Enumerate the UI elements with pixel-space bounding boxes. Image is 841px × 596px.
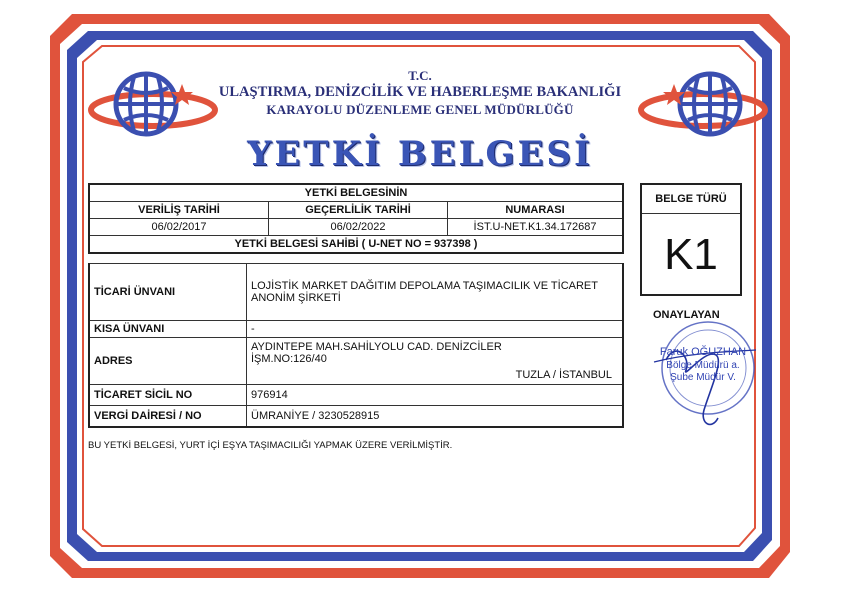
header-directorate: KARAYOLU DÜZENLEME GENEL MÜDÜRLÜĞÜ [266, 102, 574, 117]
section-title-certificate: YETKİ BELGESİNİN [89, 184, 623, 202]
trade-registry-row [89, 385, 623, 406]
certificate-number-value: İST.U-NET.K1.34.172687 [448, 219, 624, 236]
address-value [247, 338, 624, 385]
holder-title-row [89, 236, 623, 254]
stamp-title-line-2: Şube Müdür V. [670, 372, 736, 383]
col-header-issue-date: VERİLİŞ TARİHİ [89, 202, 269, 219]
column-header-row [89, 202, 623, 219]
certificate-type-label: BELGE TÜRÜ [642, 185, 740, 214]
certificate-type-box [640, 183, 742, 296]
address-label: ADRES [89, 338, 247, 385]
short-name-row [89, 321, 623, 338]
address-line-2: İŞM.NO:126/40 [251, 353, 327, 365]
approval-label: ONAYLAYAN [653, 309, 720, 321]
tax-office-row [89, 406, 623, 428]
trade-name-row [89, 264, 623, 321]
tax-office-label: VERGİ DAİRESİ / NO [89, 406, 247, 428]
stamp-title-line-1: Bölge Müdürü a. [666, 360, 740, 371]
address-city: TUZLA / İSTANBUL [515, 369, 612, 381]
certificate-footnote: BU YETKİ BELGESİ, YURT İÇİ EŞYA TAŞIMACILIĞI YAPMAK ÜZERE VERİLMİŞTİR. [88, 440, 453, 451]
tax-office-value: ÜMRANİYE / 3230528915 [247, 406, 624, 428]
holder-table [88, 263, 624, 428]
ministry-logo-right [638, 62, 768, 152]
section-title-holder: YETKİ BELGESİ SAHİBİ ( U-NET NO = 937398 ) [89, 236, 623, 254]
valid-until-value: 06/02/2022 [269, 219, 448, 236]
short-name-value: - [247, 321, 624, 338]
header-ministry: ULAŞTIRMA, DENİZCİLİK VE HABERLEŞME BAKANLIĞI [218, 84, 622, 100]
header-tc: T.C. [408, 68, 432, 83]
column-value-row [89, 219, 623, 236]
trade-name-value: LOJİSTİK MARKET DAĞITIM DEPOLAMA TAŞIMACILIK VE TİCARET ANONİM ŞİRKETİ [247, 264, 624, 321]
address-row [89, 338, 623, 385]
section-title-row [89, 184, 623, 202]
trade-name-label: TİCARİ ÜNVANI [89, 264, 247, 321]
document-title: YETKİ BELGESİ [247, 134, 593, 174]
short-name-label: KISA ÜNVANI [89, 321, 247, 338]
stamp-signatory-name: Faruk OĞUZHAN [659, 346, 747, 358]
trade-registry-label: TİCARET SİCİL NO [89, 385, 247, 406]
col-header-number: NUMARASI [448, 202, 624, 219]
ministry-logo-left [88, 62, 218, 152]
certificate-type-value: K1 [664, 230, 718, 279]
trade-registry-value: 976914 [247, 385, 624, 406]
col-header-valid-until: GEÇERLİLİK TARİHİ [269, 202, 448, 219]
address-line-1: AYDINTEPE MAH.SAHİLYOLU CAD. DENİZCİLER [251, 341, 502, 353]
certificate-table [88, 183, 624, 254]
issue-date-value: 06/02/2017 [89, 219, 269, 236]
